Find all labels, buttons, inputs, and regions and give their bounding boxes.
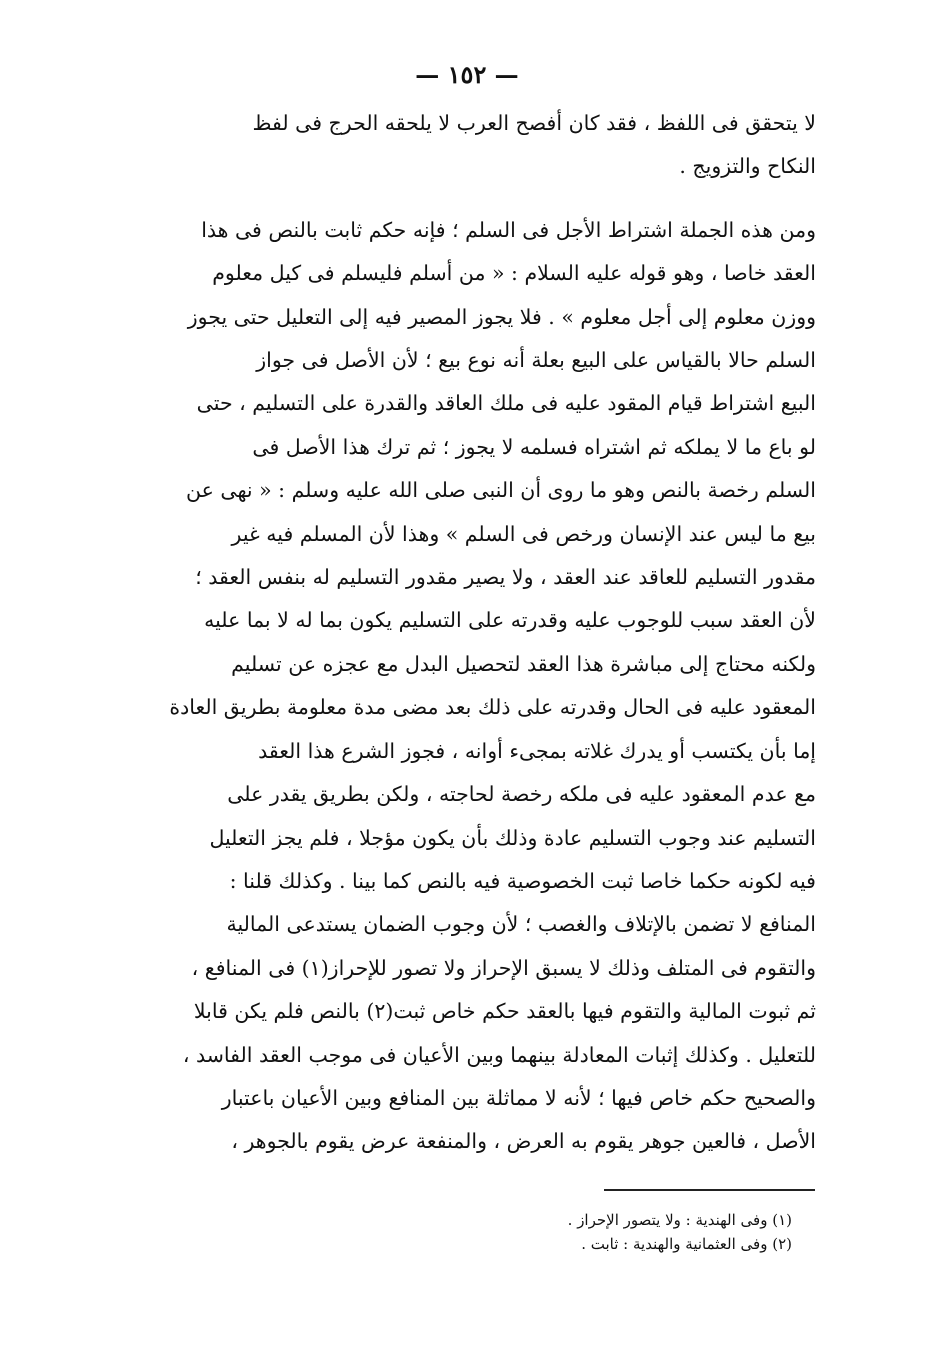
text-line: ووزن معلوم إلى أجل معلوم » . فلا يجوز المصير فيه إلى التعليل حتى يجوز [187, 304, 816, 329]
text-line: التسليم عند وجوب التسليم عادة وذلك بأن يكون مؤجلا ، فلم يجز التعليل [209, 825, 816, 850]
text-line: والتقوم فى المتلف وذلك لا يسبق الإحراز ولا تصور للإحراز(١) فى المنافع ، [191, 955, 816, 980]
page-number: — ١٥٢ — [415, 60, 519, 89]
text-line: المعقود عليه فى الحال وقدرته على ذلك بعد مضى مدة معلومة بطريق العادة [169, 695, 816, 720]
text-line: البيع اشتراط قيام المقود عليه فى ملك العاقد والقدرة على التسليم ، حتى [196, 391, 816, 416]
text-line: إما بأن يكتسب أو يدرك غلاته بمجىء أوانه ، فجوز الشرع هذا العقد [258, 738, 816, 763]
text-line: لو باع ما لا يملكه ثم اشتراه فسلمه لا يجوز ؛ ثم ترك هذا الأصل فى [252, 434, 816, 459]
text-line: المنافع لا تضمن بالإتلاف والغصب ؛ لأن وجوب الضمان يستدعى المالية [226, 912, 816, 937]
text-line: والصحيح حكم خاص فيها ؛ لأنه لا مماثلة بين المنافع وبين الأعيان باعتبار [221, 1085, 816, 1110]
text-line: مقدور التسليم للعاقد عند العقد ، ولا يصير مقدور التسليم له بنفس العقد ؛ [195, 565, 816, 590]
text-line: النكاح والتزويج . [679, 154, 816, 179]
footnote-1: (١) وفى الهندية : ولا يتصور الإحراز . [567, 1211, 792, 1229]
footnote-divider [604, 1189, 815, 1191]
text-line: السلم رخصة بالنص وهو ما روى أن النبى صلى الله عليه وسلم : « نهى عن [186, 478, 816, 503]
text-line: ومن هذه الجملة اشتراط الأجل فى السلم ؛ فإنه حكم ثابت بالنص فى هذا [201, 217, 816, 242]
text-line: العقد خاصا ، وهو قوله عليه السلام : « من أسلم فليسلم فى كيل معلوم [212, 261, 816, 286]
body-text [122, 102, 816, 1164]
text-line: ثم ثبوت المالية والتقوم فيها بالعقد حكم خاص ثبت(٢) بالنص فلم يكن قابلا [193, 999, 816, 1024]
footnote-2: (٢) وفى العثمانية والهندية : ثابت . [581, 1235, 792, 1253]
footnotes [362, 1208, 792, 1256]
text-line: لا يتحقق فى اللفظ ، فقد كان أفصح العرب لا يلحقه الحرج فى لفظ [252, 111, 816, 135]
text-line: فيه لكونه حكما خاصا ثبت الخصوصية فيه بالنص كما بينا . وكذلك قلنا : [229, 868, 816, 893]
text-line: ولكنه محتاج إلى مباشرة هذا العقد لتحصيل البدل مع عجزه عن تسليم [231, 651, 816, 676]
text-line: بيع ما ليس عند الإنسان ورخص فى السلم » وهذا لأن المسلم فيه غير [231, 521, 816, 546]
text-line: للتعليل . وكذلك إثبات المعادلة بينهما وبين الأعيان فى موجب العقد الفاسد ، [182, 1042, 816, 1067]
text-line: الأصل ، فالعين جوهر يقوم به العرض ، والمنفعة عرض يقوم بالجوهر ، [231, 1129, 816, 1154]
text-line: السلم حالا بالقياس على البيع بعلة أنه نوع بيع ؛ لأن الأصل فى جواز [256, 348, 816, 373]
text-line: مع عدم المعقود عليه فى ملكه رخصة لحاجته ، ولكن بطريق يقدر على [227, 782, 816, 807]
text-line: لأن العقد سبب للوجوب عليه وقدرته على التسليم يكون بما له لا بما عليه [204, 608, 816, 633]
